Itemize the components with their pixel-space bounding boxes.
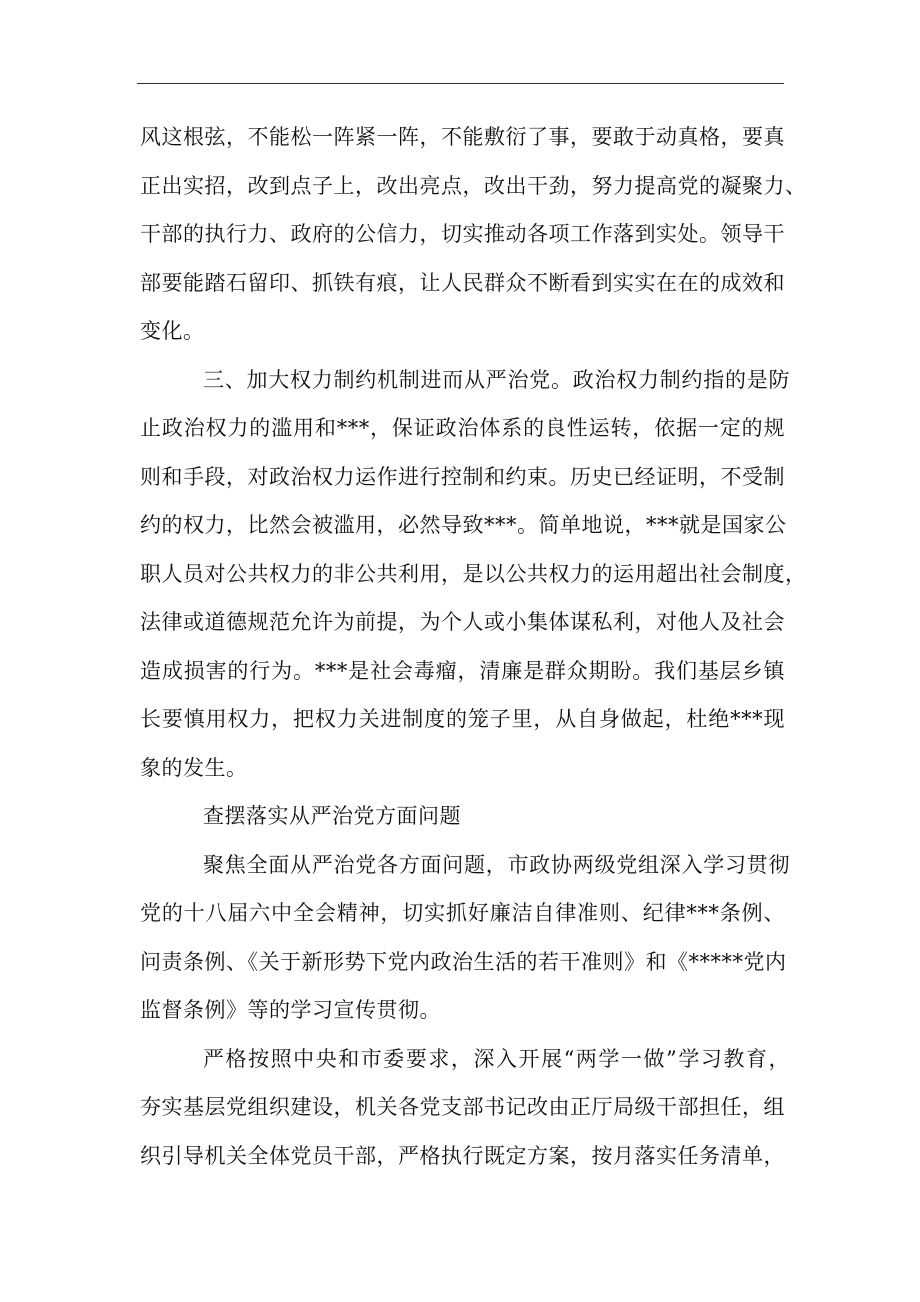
text-line: 部要能踏石留印、抓铁有痕，让人民群众不断看到实实在在的成效和 — [140, 270, 785, 295]
text-line: 织引导机关全体党员干部，严格执行既定方案，按月落实任务清单， — [140, 1143, 785, 1168]
text-line: 职人员对公共权力的非公共利用，是以公共权力的运用超出社会制度， — [140, 561, 807, 586]
text-line: 风这根弦，不能松一阵紧一阵，不能敷衍了事，要敢于动真格，要真 — [140, 125, 785, 149]
text-line: 严格按照中央和市委要求，深入开展“两学一做”学习教育， — [203, 1046, 790, 1071]
text-line: 约的权力，比然会被滥用，必然导致***。简单地说，***就是国家公 — [140, 513, 787, 537]
text-line: 正出实招，改到点子上，改出亮点，改出干劲，努力提高党的凝聚力、 — [140, 173, 807, 198]
text-line: 长要慎用权力，把权力关进制度的笼子里，从自身做起，杜绝***现 — [140, 707, 785, 731]
text-line: 则和手段，对政治权力运作进行控制和约束。历史已经证明，不受制 — [140, 464, 785, 489]
text-line: 聚焦全面从严治党各方面问题，市政协两级党组深入学习贯彻 — [203, 852, 790, 877]
document-body — [140, 113, 807, 1180]
text-line: 干部的执行力、政府的公信力，切实推动各项工作落到实处。领导干 — [140, 222, 785, 246]
header-rule — [137, 83, 784, 84]
text-line: 夯实基层党组织建设，机关各党支部书记改由正厅局级干部担任，组 — [140, 1095, 785, 1119]
text-line: 造成损害的行为。***是社会毒瘤，清廉是群众期盼。我们基层乡镇 — [140, 658, 785, 683]
text-line: 查摆落实从严治党方面问题 — [203, 804, 461, 828]
text-line: 三、加大权力制约机制进而从严治党。政治权力制约指的是防 — [203, 367, 790, 392]
text-line: 变化。 — [140, 319, 205, 343]
text-line: 党的十八届六中全会精神，切实抓好廉洁自律准则、纪律***条例、 — [140, 901, 785, 925]
text-line: 象的发生。 — [140, 755, 248, 780]
text-line: 监督条例》等的学习宣传贯彻。 — [140, 998, 441, 1022]
text-line: 法律或道德规范允许为前提，为个人或小集体谋私利，对他人及社会 — [140, 610, 785, 634]
text-line: 问责条例、《关于新形势下党内政治生活的若干准则》和《*****党内 — [140, 949, 787, 974]
text-line: 止政治权力的滥用和***，保证政治体系的良性运转，依据一定的规 — [140, 416, 785, 440]
